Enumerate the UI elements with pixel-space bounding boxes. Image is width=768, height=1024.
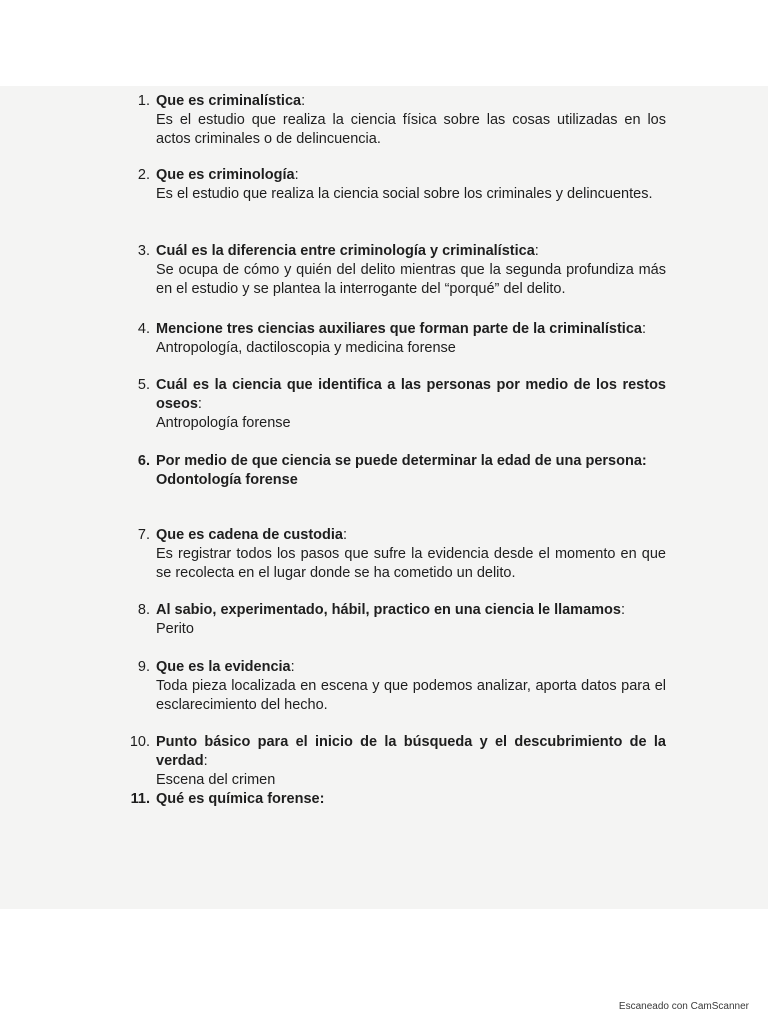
- item-answer: Antropología, dactiloscopia y medicina forense: [156, 340, 456, 356]
- question-text: Mencione tres ciencias auxiliares que forman parte de la criminalística: [156, 321, 642, 337]
- item-body: [156, 166, 666, 204]
- question-text: Qué es química forense:: [156, 791, 325, 807]
- item-answer: Escena del crimen: [156, 772, 276, 788]
- question-text: Cuál es la diferencia entre criminología y criminalística: [156, 243, 535, 259]
- item-number: 10.: [129, 734, 150, 750]
- item-question: [156, 733, 666, 771]
- item-number: 3.: [137, 243, 150, 259]
- item-question: [156, 601, 666, 620]
- item-number: 6.: [137, 453, 150, 469]
- item-answer: Odontología forense: [156, 472, 298, 488]
- item-body: [156, 320, 666, 358]
- item-body: [156, 733, 666, 790]
- question-text: Que es criminalística: [156, 93, 302, 109]
- item-question: [156, 92, 666, 111]
- question-colon: :: [342, 527, 347, 543]
- item-question: [156, 376, 666, 414]
- question-colon: :: [641, 321, 646, 337]
- item-answer: Toda pieza localizada en escena y que podemos analizar, aporta datos para el esclarecimiento del hecho.: [156, 678, 666, 713]
- question-colon: :: [197, 396, 202, 412]
- item-answer: Antropología forense: [156, 415, 291, 431]
- item-body: [156, 601, 666, 639]
- question-text: Punto básico para el inicio de la búsqueda y el descubrimiento de la verdad: [156, 734, 666, 769]
- item-question: [156, 658, 666, 677]
- item-number: 7.: [137, 527, 150, 543]
- item-body: [156, 526, 666, 583]
- item-question: [156, 526, 666, 545]
- item-body: [156, 452, 666, 490]
- item-number: 11.: [130, 791, 150, 807]
- item-answer: Perito: [156, 621, 194, 637]
- question-colon: :: [290, 659, 295, 675]
- question-text: Que es cadena de custodia: [156, 527, 343, 543]
- item-body: [156, 658, 666, 715]
- item-question: [156, 790, 666, 809]
- question-colon: :: [294, 167, 299, 183]
- item-question: [156, 452, 666, 471]
- question-colon: :: [534, 243, 539, 259]
- item-number: 8.: [137, 602, 150, 618]
- item-answer: Es el estudio que realiza la ciencia física sobre las cosas utilizadas en los actos criminales o de delincuencia.: [156, 112, 666, 147]
- question-text: Al sabio, experimentado, hábil, practico en una ciencia le llamamos: [156, 602, 621, 618]
- item-number: 2.: [137, 167, 150, 183]
- item-number: 9.: [137, 659, 150, 675]
- item-body: [156, 376, 666, 433]
- item-number: 4.: [137, 321, 150, 337]
- question-text: Que es la evidencia: [156, 659, 291, 675]
- question-colon: :: [301, 93, 306, 109]
- item-body: [156, 92, 666, 149]
- item-body: [156, 242, 666, 299]
- question-text: Cuál es la ciencia que identifica a las personas por medio de los restos oseos: [156, 377, 666, 412]
- question-text: Que es criminología: [156, 167, 295, 183]
- camscanner-watermark: Escaneado con CamScanner: [618, 1001, 749, 1012]
- question-colon: :: [620, 602, 625, 618]
- item-body: [156, 790, 666, 809]
- item-question: [156, 166, 666, 185]
- item-answer: Es el estudio que realiza la ciencia social sobre los criminales y delincuentes.: [156, 186, 653, 202]
- question-colon: :: [203, 753, 208, 769]
- item-answer: Se ocupa de cómo y quién del delito mientras que la segunda profundiza más en el estudio y se plantea la interrogante del “porqué” del delito.: [156, 262, 666, 297]
- item-question: [156, 242, 666, 261]
- question-text: Por medio de que ciencia se puede determinar la edad de una persona:: [156, 453, 647, 469]
- item-question: [156, 320, 666, 339]
- item-number: 5.: [137, 377, 150, 393]
- item-number: 1.: [137, 93, 150, 109]
- item-answer: Es registrar todos los pasos que sufre la evidencia desde el momento en que se recolecta en el lugar donde se ha cometido un delito.: [156, 546, 666, 581]
